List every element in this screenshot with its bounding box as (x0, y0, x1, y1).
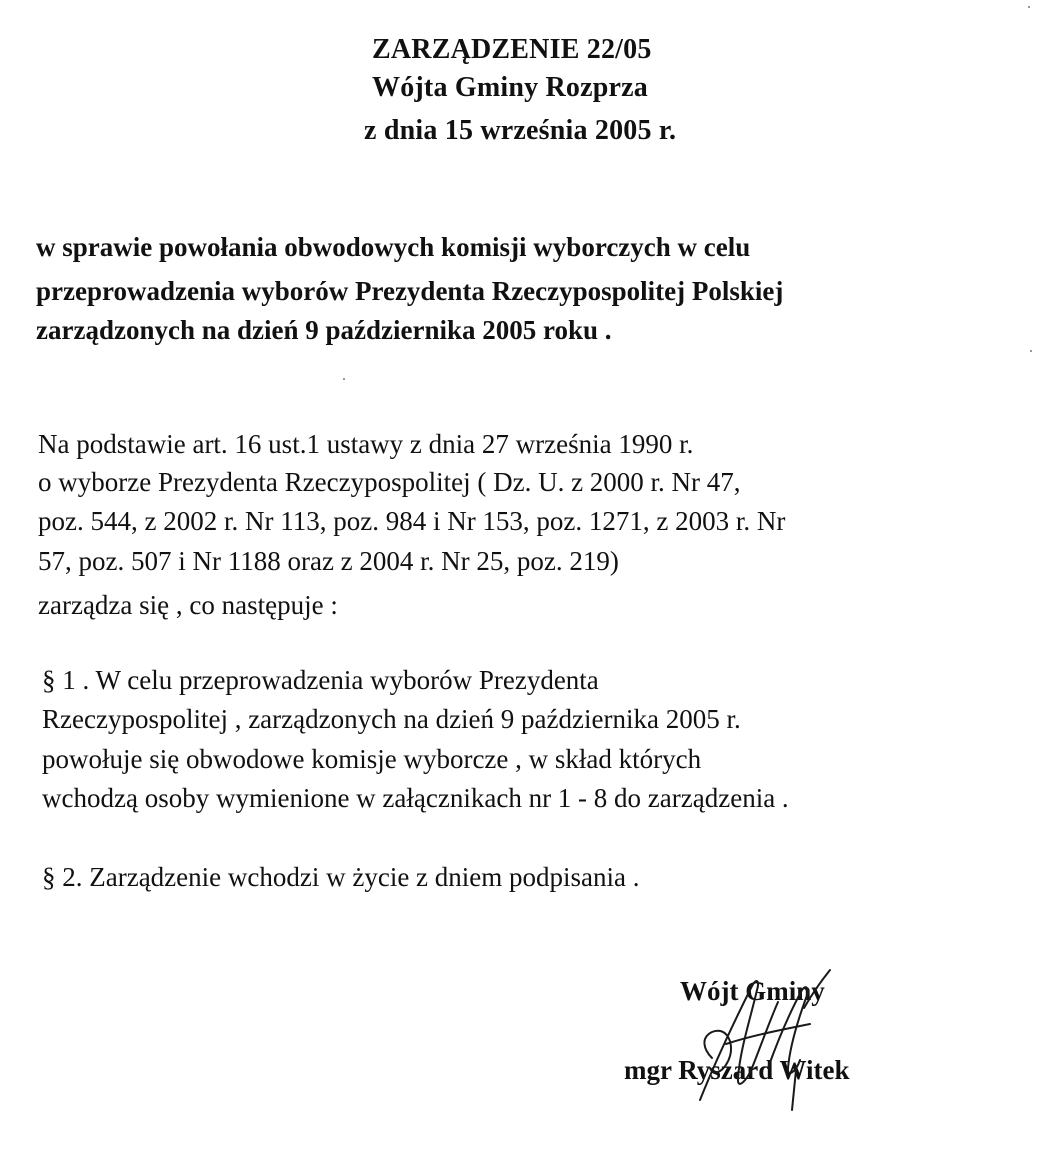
legal-basis-line: poz. 544, z 2002 r. Nr 113, poz. 984 i Nr 153, poz. 1271, z 2003 r. Nr (38, 506, 786, 536)
issuing-authority: Wójta Gminy Rozprza (372, 72, 648, 103)
paragraph-1-line: wchodzą osoby wymienione w załącznikach nr 1 - 8 do zarządzenia . (42, 783, 789, 813)
legal-basis-line: o wyborze Prezydenta Rzeczypospolitej ( Dz. U. z 2000 r. Nr 47, (38, 467, 741, 497)
scan-speck (1030, 350, 1032, 352)
legal-basis-line: zarządza się , co następuje : (38, 590, 338, 620)
handwritten-signature (660, 950, 850, 1115)
document-title: ZARZĄDZENIE 22/05 (372, 34, 652, 65)
scan-speck (1028, 6, 1030, 8)
paragraph-1-line: powołuje się obwodowe komisje wyborcze , w skład których (42, 744, 702, 774)
signatory-name: mgr Ryszard Witek (624, 1055, 850, 1085)
paragraph-1-line: § 1 . W celu przeprowadzenia wyborów Prezydenta (42, 665, 599, 695)
paragraph-2: § 2. Zarządzenie wchodzi w życie z dniem podpisania . (42, 862, 640, 892)
document-date: z dnia 15 września 2005 r. (364, 115, 677, 146)
subject-line: przeprowadzenia wyborów Prezydenta Rzeczypospolitej Polskiej (36, 276, 784, 306)
paragraph-1-line: Rzeczypospolitej , zarządzonych na dzień 9 października 2005 r. (42, 704, 741, 734)
legal-basis-line: 57, poz. 507 i Nr 1188 oraz z 2004 r. Nr 25, poz. 219) (38, 546, 619, 576)
scan-speck (343, 378, 345, 380)
subject-line: w sprawie powołania obwodowych komisji wyborczych w celu (36, 232, 751, 262)
legal-basis-line: Na podstawie art. 16 ust.1 ustawy z dnia 27 września 1990 r. (38, 429, 694, 459)
signatory-title: Wójt Gminy (680, 976, 825, 1006)
subject-line: zarządzonych na dzień 9 października 2005 roku . (36, 315, 612, 345)
